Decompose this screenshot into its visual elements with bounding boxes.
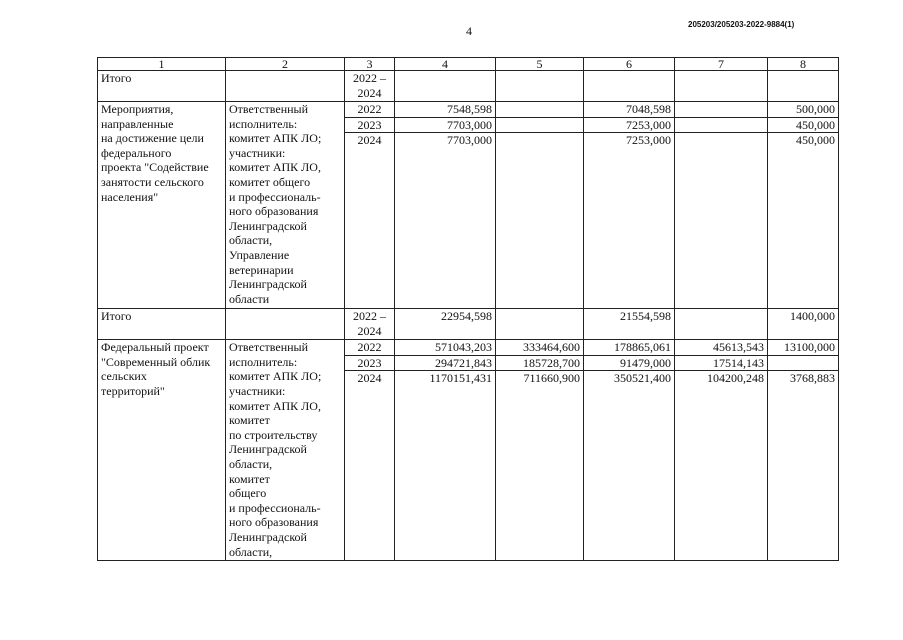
value-cell: 450,000 xyxy=(768,133,839,309)
year-cell: 2023 xyxy=(345,355,395,371)
value-cell xyxy=(395,71,496,102)
value-cell xyxy=(496,71,584,102)
value-cell xyxy=(675,133,768,309)
total-row xyxy=(98,71,839,102)
value-cell xyxy=(768,71,839,102)
period-cell: 2022 – 2024 xyxy=(345,71,395,102)
value-cell xyxy=(584,71,675,102)
value-cell: 7253,000 xyxy=(584,117,675,133)
budget-table xyxy=(97,57,839,561)
value-cell: 1170151,431 xyxy=(395,371,496,561)
value-cell: 7048,598 xyxy=(584,102,675,118)
project-name: Федеральный проект "Современный облик сельских территорий" xyxy=(98,340,226,561)
header-cell: 5 xyxy=(496,58,584,71)
value-cell xyxy=(675,309,768,340)
row-label: Итого xyxy=(98,309,226,340)
header-cell: 4 xyxy=(395,58,496,71)
header-cell: 8 xyxy=(768,58,839,71)
header-cell: 7 xyxy=(675,58,768,71)
value-cell: 3768,883 xyxy=(768,371,839,561)
value-cell: 1400,000 xyxy=(768,309,839,340)
document-id: 205203/205203-2022-9884(1) xyxy=(688,20,795,29)
value-cell: 333464,600 xyxy=(496,340,584,356)
value-cell: 185728,700 xyxy=(496,355,584,371)
year-cell: 2024 xyxy=(345,371,395,561)
value-cell: 21554,598 xyxy=(584,309,675,340)
value-cell xyxy=(675,102,768,118)
year-cell: 2022 xyxy=(345,340,395,356)
row-label: Итого xyxy=(98,71,226,102)
row-responsible xyxy=(226,309,345,340)
value-cell: 104200,248 xyxy=(675,371,768,561)
value-cell: 17514,143 xyxy=(675,355,768,371)
value-cell: 45613,543 xyxy=(675,340,768,356)
value-cell: 7253,000 xyxy=(584,133,675,309)
project-responsible: Ответственный исполнитель: комитет АПК ЛО; участники: комитет АПК ЛО, комитет по строительству Ленинградской области, комитет общего и профессиональ- ного образования Ленинградской области, xyxy=(226,340,345,561)
value-cell xyxy=(496,102,584,118)
value-cell xyxy=(496,133,584,309)
value-cell: 294721,843 xyxy=(395,355,496,371)
total-row xyxy=(98,309,839,340)
page-number: 4 xyxy=(466,24,472,38)
year-cell: 2024 xyxy=(345,133,395,309)
value-cell: 350521,400 xyxy=(584,371,675,561)
value-cell: 13100,000 xyxy=(768,340,839,356)
year-cell: 2023 xyxy=(345,117,395,133)
value-cell: 7703,000 xyxy=(395,117,496,133)
row-responsible xyxy=(226,71,345,102)
value-cell xyxy=(496,117,584,133)
project-row xyxy=(98,340,839,356)
value-cell: 450,000 xyxy=(768,117,839,133)
value-cell xyxy=(675,117,768,133)
value-cell: 571043,203 xyxy=(395,340,496,356)
value-cell: 500,000 xyxy=(768,102,839,118)
measure-row xyxy=(98,102,839,118)
header-cell: 3 xyxy=(345,58,395,71)
value-cell xyxy=(496,309,584,340)
value-cell xyxy=(768,355,839,371)
header-cell: 2 xyxy=(226,58,345,71)
year-cell: 2022 xyxy=(345,102,395,118)
value-cell xyxy=(675,71,768,102)
header-row xyxy=(98,58,839,71)
value-cell: 22954,598 xyxy=(395,309,496,340)
measure-responsible: Ответственный исполнитель: комитет АПК ЛО; участники: комитет АПК ЛО, комитет общего и профессиональ- ного образования Ленинградской области, Управление ветеринарии Ленинградской области xyxy=(226,102,345,309)
value-cell: 7548,598 xyxy=(395,102,496,118)
header-cell: 6 xyxy=(584,58,675,71)
value-cell: 7703,000 xyxy=(395,133,496,309)
measure-name: Мероприятия, направленные на достижение цели федерального проекта "Содействие занятости сельского населения" xyxy=(98,102,226,309)
value-cell: 178865,061 xyxy=(584,340,675,356)
value-cell: 711660,900 xyxy=(496,371,584,561)
header-cell: 1 xyxy=(98,58,226,71)
period-cell: 2022 – 2024 xyxy=(345,309,395,340)
value-cell: 91479,000 xyxy=(584,355,675,371)
